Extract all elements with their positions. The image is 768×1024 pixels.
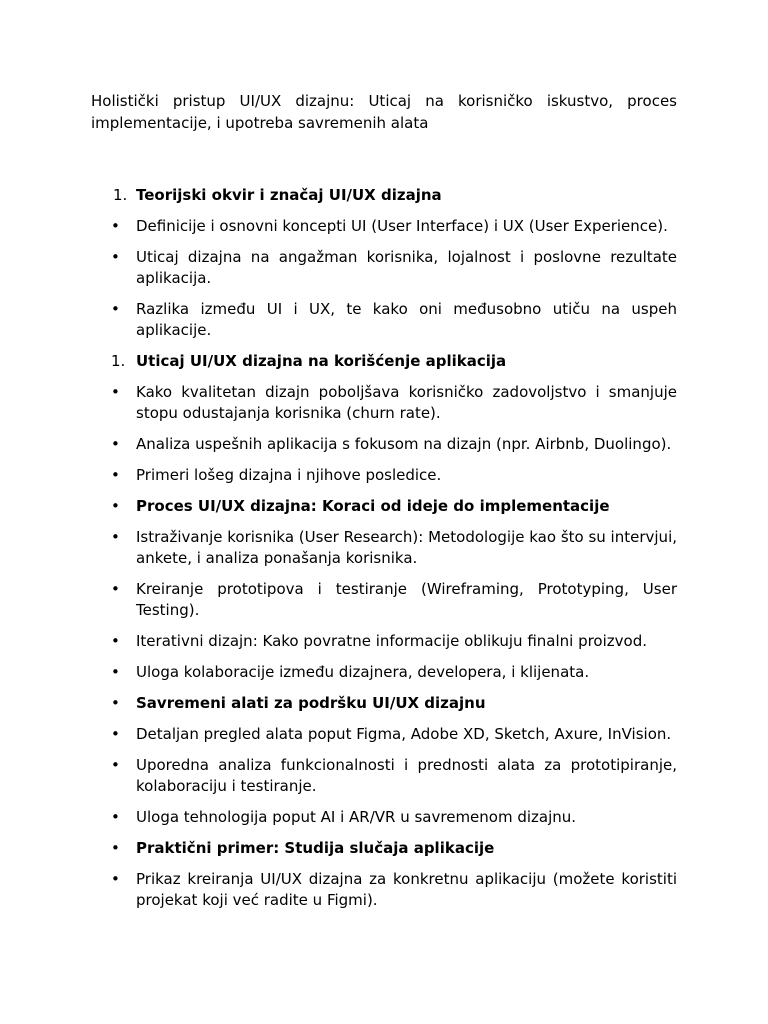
- number-marker: 1.: [113, 186, 128, 204]
- item-text: Kako kvalitetan dizajn poboljšava korisničko zadovoljstvo i smanjuje stopu odustajanja korisnika (churn rate).: [136, 383, 677, 422]
- bullet-marker: •: [111, 725, 120, 743]
- item-text: Uporedna analiza funkcionalnosti i prednosti alata za prototipiranje, kolaboraciju i testiranje.: [136, 756, 677, 795]
- heading-text: Savremeni alati za podršku UI/UX dizajnu: [136, 694, 486, 712]
- bullet-marker: •: [111, 300, 120, 318]
- list-item: [91, 527, 677, 569]
- bullet-marker: •: [111, 435, 120, 453]
- list-item: [91, 579, 677, 621]
- list-item: [91, 631, 677, 652]
- bullet-marker: •: [111, 248, 120, 266]
- heading-text: Teorijski okvir i značaj UI/UX dizajna: [136, 186, 442, 204]
- heading-text: Proces UI/UX dizajna: Koraci od ideje do implementacije: [136, 497, 610, 515]
- item-text: Uloga tehnologija poput AI i AR/VR u savremenom dizajnu.: [136, 808, 577, 826]
- heading-text: Uticaj UI/UX dizajna na korišćenje aplikacija: [136, 352, 507, 370]
- document-page: [91, 90, 677, 921]
- item-text: Detaljan pregled alata poput Figma, Adobe XD, Sketch, Axure, InVision.: [136, 725, 672, 743]
- bullet-marker: •: [111, 497, 120, 515]
- bullet-marker: •: [111, 808, 120, 826]
- item-text: Kreiranje prototipova i testiranje (Wireframing, Prototyping, User Testing).: [136, 580, 677, 619]
- outline-heading: [91, 185, 677, 206]
- outline-heading: [91, 496, 677, 517]
- item-text: Istraživanje korisnika (User Research): Metodologije kao što su intervjui, ankete, i analiza ponašanja korisnika.: [136, 528, 677, 567]
- list-item: [91, 382, 677, 424]
- bullet-marker: •: [111, 694, 120, 712]
- item-text: Definicije i osnovni koncepti UI (User Interface) i UX (User Experience).: [136, 217, 668, 235]
- list-item: [91, 755, 677, 797]
- outline-heading: [91, 838, 677, 859]
- bullet-marker: •: [111, 632, 120, 650]
- bullet-marker: •: [111, 383, 120, 401]
- bullet-marker: •: [111, 217, 120, 235]
- outline-heading: [91, 693, 677, 714]
- list-item: [91, 869, 677, 911]
- item-text: Analiza uspešnih aplikacija s fokusom na dizajn (npr. Airbnb, Duolingo).: [136, 435, 672, 453]
- list-item: [91, 216, 677, 237]
- outline-list: [91, 185, 677, 911]
- item-text: Razlika između UI i UX, te kako oni međusobno utiču na uspeh aplikacije.: [136, 300, 677, 339]
- list-item: [91, 299, 677, 341]
- bullet-marker: •: [111, 466, 120, 484]
- list-item: [91, 465, 677, 486]
- item-text: Primeri lošeg dizajna i njihove posledice.: [136, 466, 442, 484]
- bullet-marker: •: [111, 756, 120, 774]
- bullet-marker: •: [111, 663, 120, 681]
- list-item: [91, 724, 677, 745]
- item-text: Uticaj dizajna na angažman korisnika, lojalnost i poslovne rezultate aplikacija.: [136, 248, 677, 287]
- list-item: [91, 247, 677, 289]
- item-text: Iterativni dizajn: Kako povratne informacije oblikuju finalni proizvod.: [136, 632, 647, 650]
- bullet-marker: •: [111, 580, 120, 598]
- list-item: [91, 434, 677, 455]
- list-item: [91, 807, 677, 828]
- outline-heading: [91, 351, 677, 372]
- bullet-marker: •: [111, 839, 120, 857]
- bullet-marker: •: [111, 870, 120, 888]
- list-item: [91, 662, 677, 683]
- item-text: Prikaz kreiranja UI/UX dizajna za konkretnu aplikaciju (možete koristiti projekat koji već radite u Figmi).: [136, 870, 677, 909]
- heading-text: Praktični primer: Studija slučaja aplikacije: [136, 839, 495, 857]
- item-text: Uloga kolaboracije između dizajnera, developera, i klijenata.: [136, 663, 590, 681]
- number-marker: 1.: [111, 352, 126, 370]
- document-title: Holistički pristup UI/UX dizajnu: Uticaj na korisničko iskustvo, proces implementacije, i upotreba savremenih alata: [91, 92, 677, 132]
- bullet-marker: •: [111, 528, 120, 546]
